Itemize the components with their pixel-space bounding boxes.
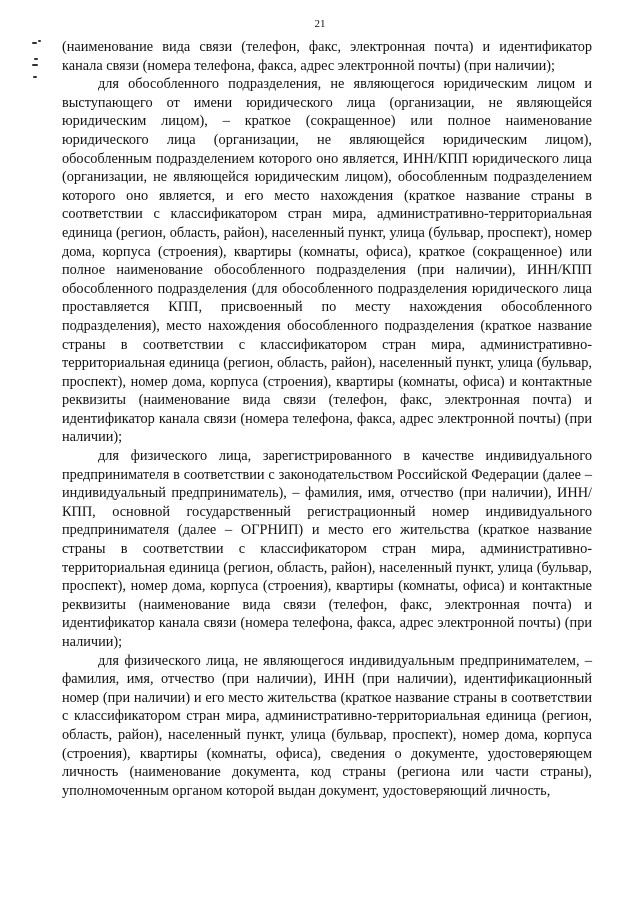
paragraph-natural-person: для физического лица, не являющегося индивидуальным предпринимателем, – фамилия, имя, отчество (при наличии), ИНН (при наличии), идентификационный номер (при наличии) и его место жительства (краткое название страны в соответствии с классификатором стран мира, административно-территориальная единица (регион, область, район), населенный пункт, улица (бульвар, проспект), номер дома, корпуса (строения), квартиры (комнаты, офиса), сведения о документе, удостоверяющем личность (наименование документа, код страны (региона или части страны), уполномоченным органом которой выдан документ, удостоверяющий личность, (62, 652, 592, 799)
paragraph-individual-entrepreneur: для физического лица, зарегистрированного в качестве индивидуального предпринимателя в соответствии с законодательством Российской Федерации (далее – индивидуальный предприниматель), – фамилия, имя, отчество (при наличии), ИНН/КПП, основной государственный регистрационный номер индивидуального предпринимателя (далее – ОГРНИП) и место его жительства (краткое название страны в соответствии с классификатором стран мира, административно-территориальная единица (регион, область, район), населенный пункт, улица (бульвар, проспект), номер дома, корпуса (строения), квартиры (комнаты, офиса) и контактные реквизиты (наименование вида связи (телефон, факс, электронная почта) и идентификатор канала связи (номера телефона, факса, адрес электронной почты) (при наличии); (62, 448, 592, 650)
paragraph-contact-details-continued: (наименование вида связи (телефон, факс, электронная почта) и идентификатор канала связи (номера телефона, факса, адрес электронной почты) (при наличии); (62, 39, 592, 74)
scan-artifact-marks (30, 40, 44, 82)
document-body (62, 38, 592, 800)
page-number: 21 (314, 18, 326, 30)
paragraph-separate-subdivision: для обособленного подразделения, не являющегося юридическим лицом и выступающего от имени юридического лица (организации, не являющейся юридическим лицом), – краткое (сокращенное) или полное наименование юридического лица (организации, не являющейся юридическим лицом), обособленным подразделением которого оно является, ИНН/КПП юридического лица (организации, не являющейся юридическим лицом), обособленным подразделением которого оно является, и его место нахождения (краткое название страны в соответствии с классификатором стран мира, административно-территориальная единица (регион, область, район), населенный пункт, улица (бульвар, проспект), номер дома, корпуса (строения), квартиры (комнаты, офиса), краткое (сокращенное) или полное наименование обособленного подразделения (при наличии), ИНН/КПП обособленного подразделения (для обособленного подразделения юридического лица проставляется КПП, присвоенный по месту нахождения обособленного подразделения), место нахождения обособленного подразделения (краткое название страны в соответствии с классификатором стран мира, административно-территориальная единица (регион, область, район), населенный пункт, улица (бульвар, проспект), номер дома, корпуса (строения), квартиры (комнаты, офиса) и контактные реквизиты (наименование вида связи (телефон, факс, электронная почта) и идентификатор канала связи (номера телефона, факса, адрес электронной почты) (при наличии); (62, 76, 592, 446)
